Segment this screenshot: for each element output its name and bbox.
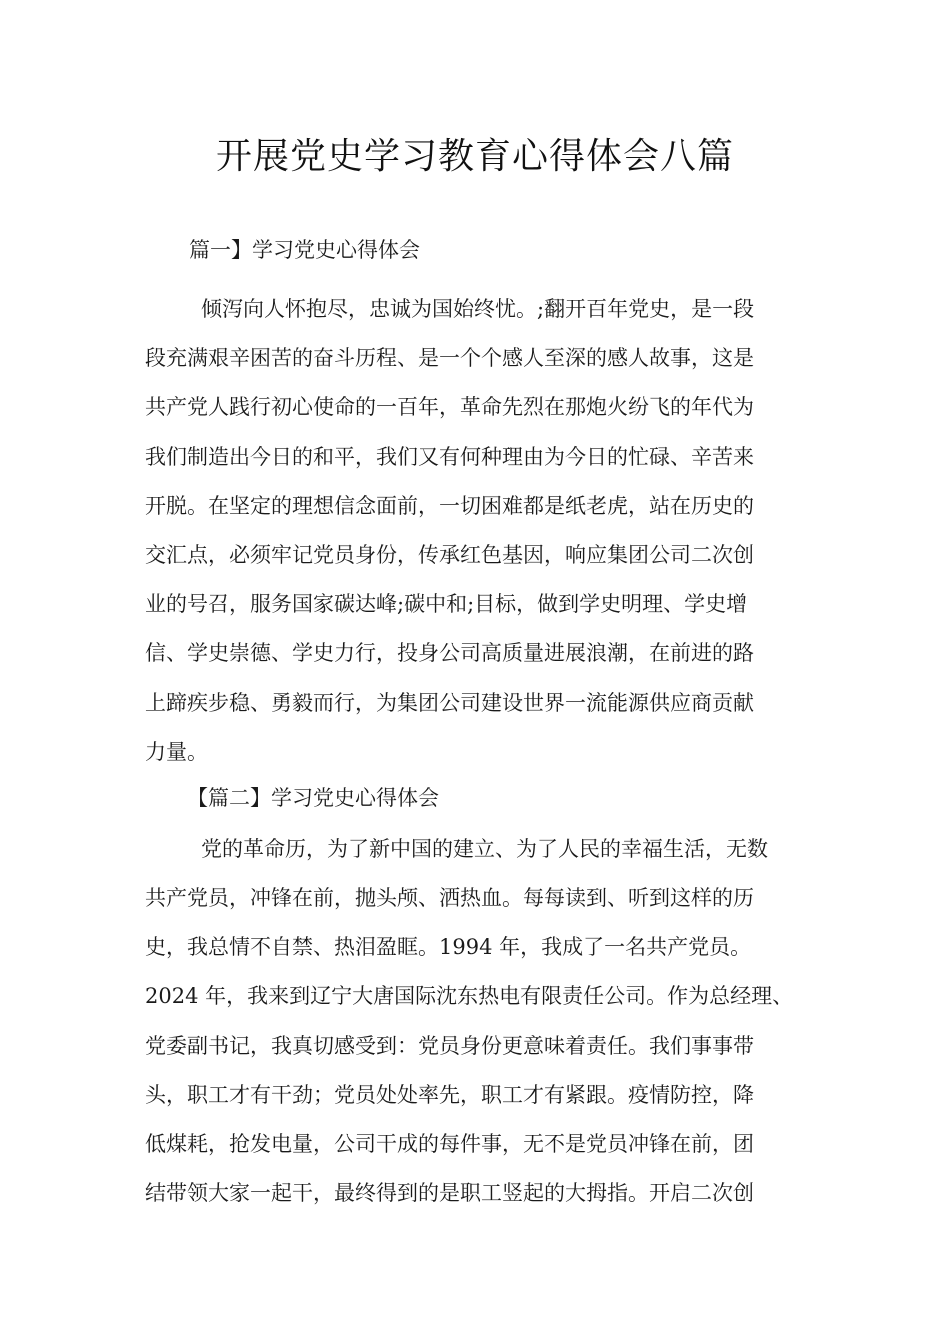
text-line: 上蹄疾步稳、勇毅而行，为集团公司建设世界一流能源供应商贡献 (145, 690, 754, 715)
paragraph (145, 825, 813, 1219)
text-line: 低煤耗，抢发电量，公司干成的每件事，无不是党员冲锋在前，团 (145, 1132, 754, 1156)
text-line: 段充满艰辛困苦的奋斗历程、是一个个感人至深的感人故事，这是 (145, 346, 754, 371)
document-body (145, 232, 813, 1218)
text-line: 2024 年，我来到辽宁大唐国际沈东热电有限责任公司。作为总经理、 (145, 984, 794, 1009)
text-line: 力量。 (145, 739, 208, 764)
text-line: 党委副书记，我真切感受到：党员身份更意味着责任。我们事事带 (145, 1033, 754, 1058)
text-line: 结带领大家一起干，最终得到的是职工竖起的大拇指。开启二次创 (145, 1181, 754, 1206)
paragraph (145, 285, 813, 777)
text-line: 党的革命历，为了新中国的建立、为了人民的幸福生活，无数 (201, 836, 768, 861)
section-heading: 【篇二】学习党史心得体会 (187, 785, 439, 810)
text-line: 开脱。在坚定的理想信念面前，一切困难都是纸老虎，站在历史的 (145, 493, 754, 518)
text-line: 信、学史崇德、学史力行，投身公司高质量进展浪潮，在前进的路 (145, 641, 754, 666)
text-line: 共产党人践行初心使命的一百年，革命先烈在那炮火纷飞的年代为 (145, 395, 754, 420)
text-line: 头，职工才有干劲；党员处处率先，职工才有紧跟。疫情防控，降 (145, 1082, 754, 1107)
text-line: 倾泻向人怀抱尽，忠诚为国始终忧。;翻开百年党史，是一段 (201, 297, 755, 321)
section-heading: 篇一】学习党史心得体会 (189, 238, 420, 262)
text-line: 我们制造出今日的和平，我们又有何种理由为今日的忙碌、辛苦来 (145, 444, 754, 469)
text-line: 史，我总情不自禁、热泪盈眶。1994 年，我成了一名共产党员。 (145, 935, 752, 960)
document-title: 开展党史学习教育心得体会八篇 (215, 136, 734, 177)
text-line: 业的号召，服务国家碳达峰;碳中和;目标，做到学史明理、学史增 (145, 592, 748, 617)
text-line: 共产党员，冲锋在前，抛头颅、洒热血。每每读到、听到这样的历 (145, 886, 754, 911)
text-line: 交汇点，必须牢记党员身份，传承红色基因，响应集团公司二次创 (145, 542, 754, 567)
